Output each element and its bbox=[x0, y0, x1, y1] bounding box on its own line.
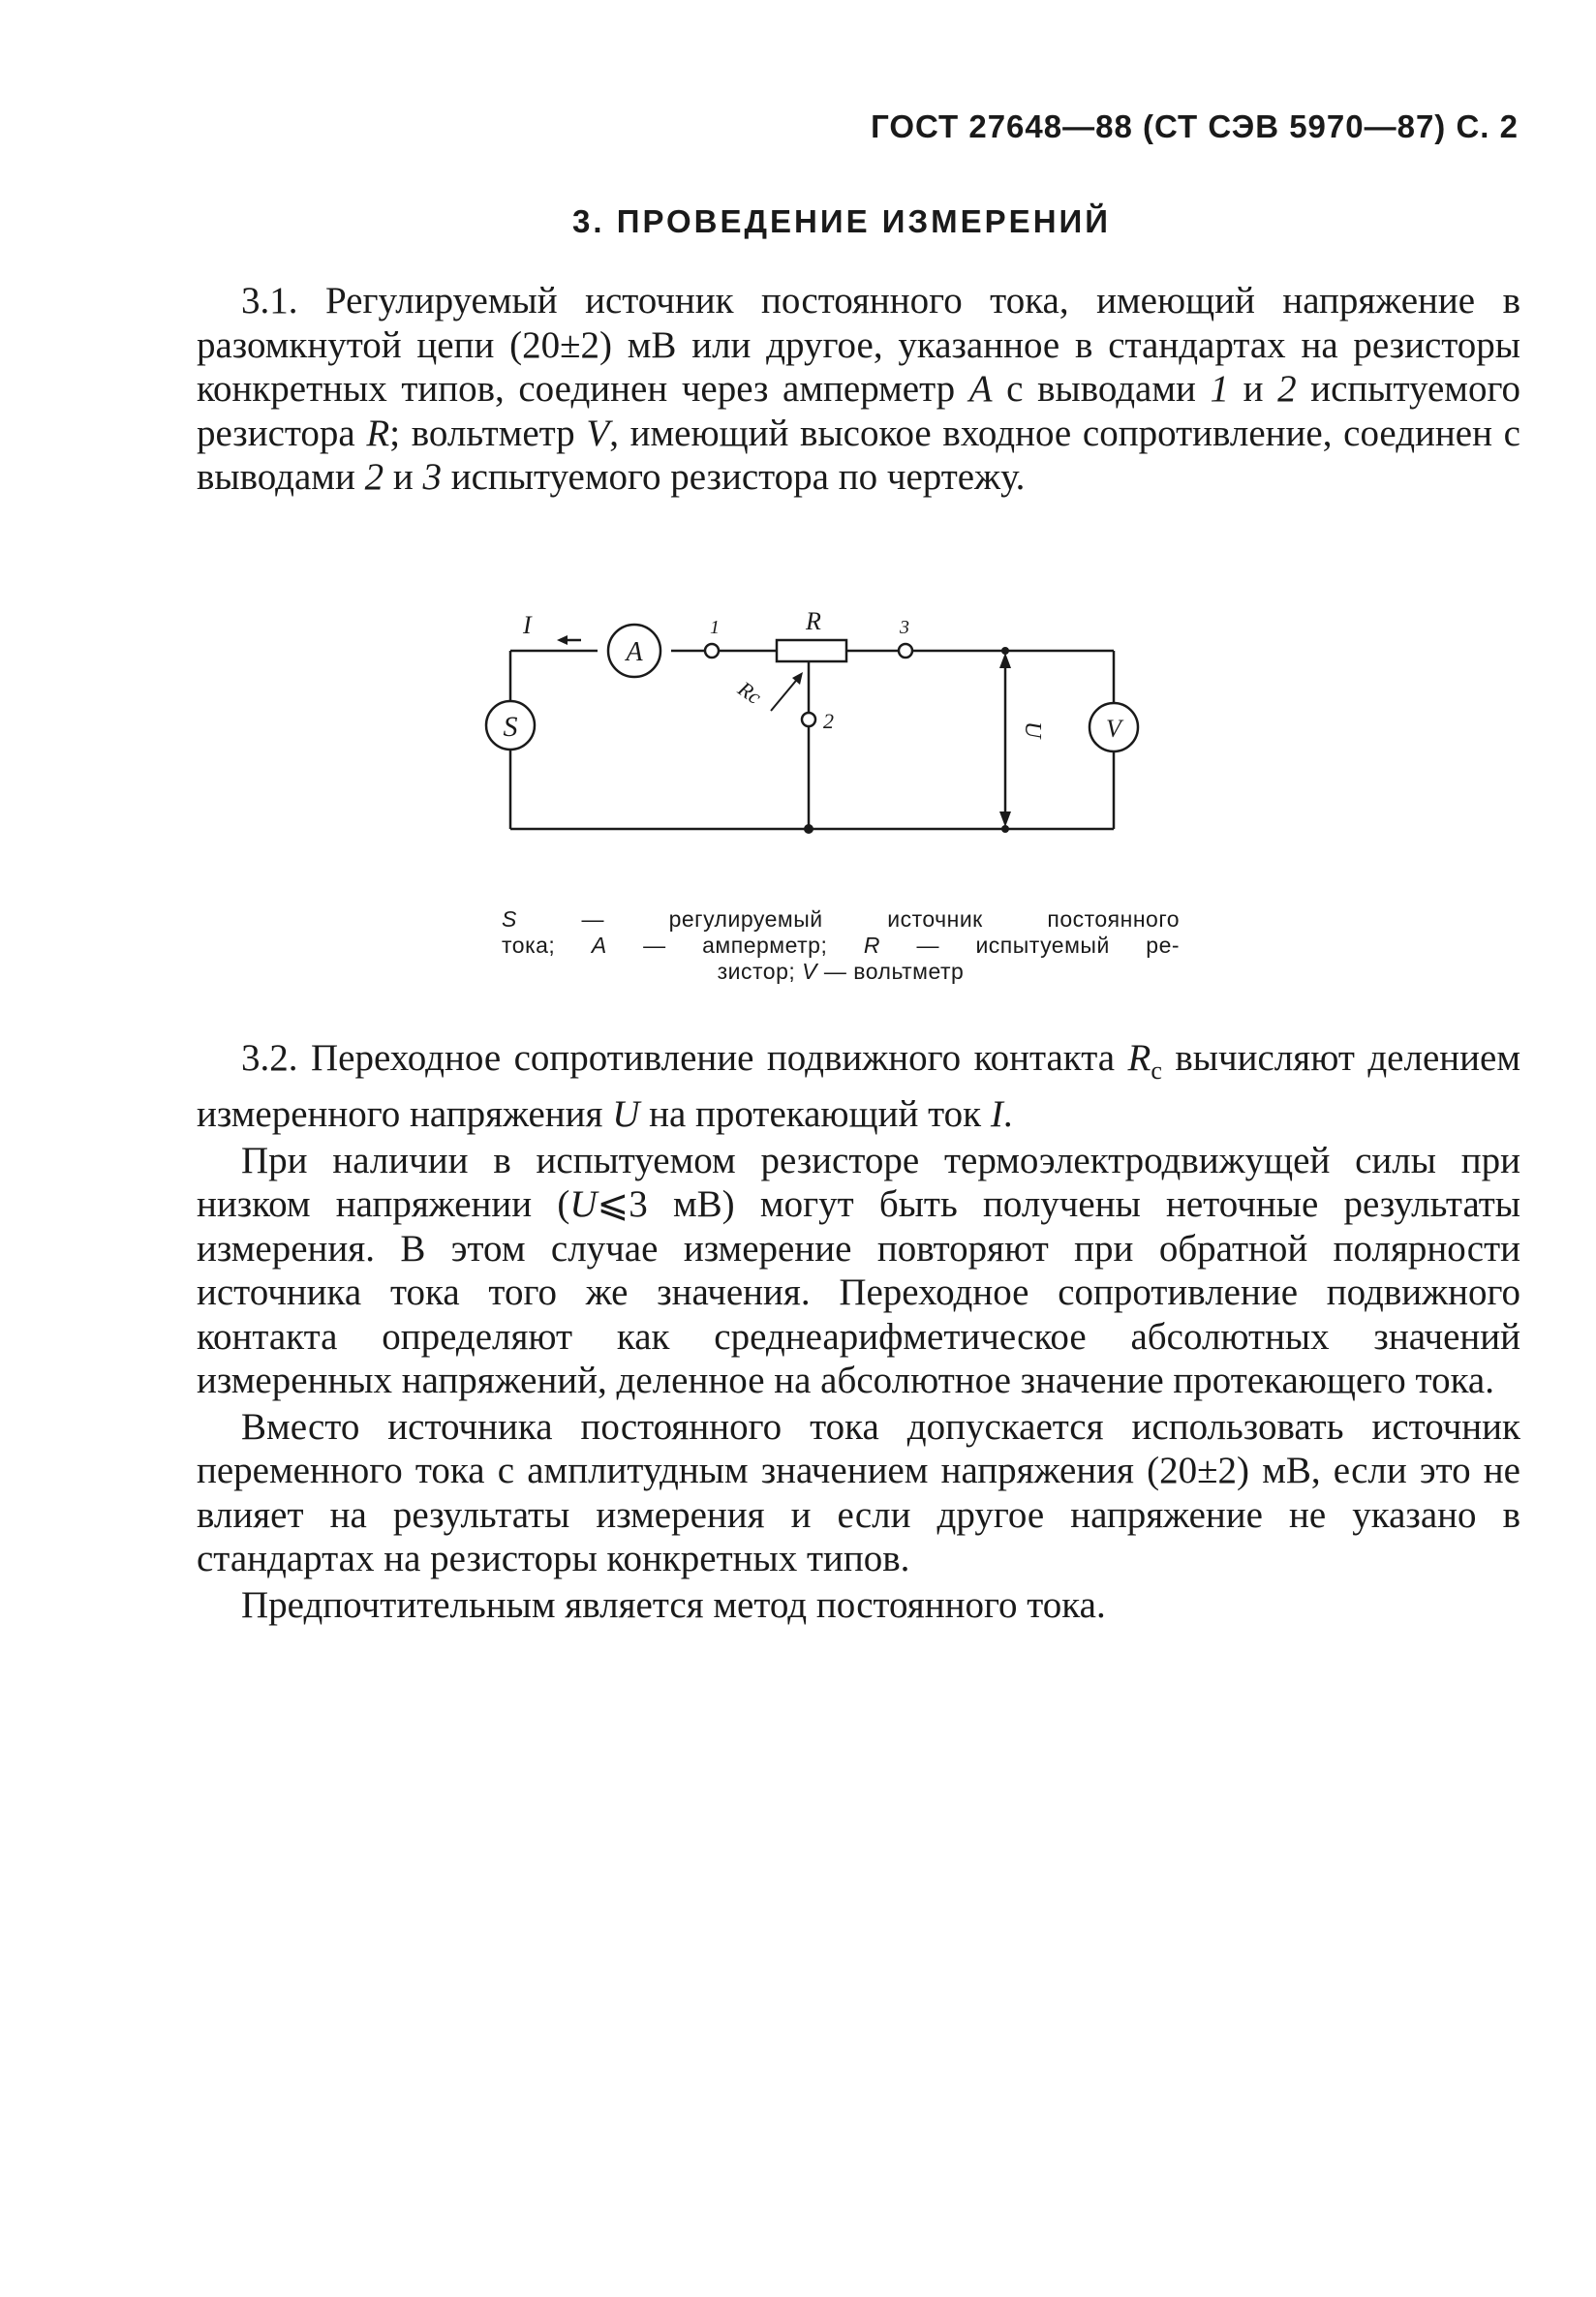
text-run: . bbox=[1002, 1093, 1013, 1136]
text-run: 3.2. Переходное сопротивление подвижного контакта bbox=[241, 1037, 1128, 1079]
caption-var: S bbox=[502, 906, 517, 932]
current-label: I bbox=[523, 611, 532, 639]
subscript: c bbox=[1151, 1056, 1162, 1085]
caption-text: источник bbox=[887, 906, 983, 932]
var-current: I bbox=[990, 1093, 1003, 1136]
junction-dot bbox=[804, 824, 813, 834]
terminal-1 bbox=[705, 644, 719, 658]
terminal-2-label: 2 bbox=[823, 709, 834, 733]
text-run: и bbox=[384, 456, 423, 498]
caption-var: R bbox=[863, 933, 880, 958]
text-run: , имеющий высокое входное сопротивление, соединен с выводами bbox=[197, 412, 1520, 498]
terminal-2-ref: 2 bbox=[364, 456, 384, 498]
caption-line bbox=[502, 959, 1180, 985]
text-run: и bbox=[1229, 368, 1278, 410]
terminal-2-ref: 2 bbox=[1277, 368, 1297, 410]
terminal-2 bbox=[802, 713, 815, 726]
text-run: ; вольтметр bbox=[389, 412, 587, 454]
caption-text: — амперметр; bbox=[606, 933, 828, 958]
caption-text: тока; bbox=[502, 933, 556, 958]
text-run: ⩽3 мВ) могут быть получены неточные результаты измерения. В этом случае измерение повторяют при обратной полярности источника тока того же значения. Переходное сопротивление подвижного контакта определяют как среднеарифметическое абсолютных значений измеренных напряжений, деленное на абсолютное значение протекающего тока. bbox=[197, 1183, 1520, 1402]
var-resistor: R bbox=[366, 412, 390, 454]
paragraph-thermo-emf bbox=[197, 1139, 1520, 1403]
text-run: с выводами bbox=[992, 368, 1211, 410]
section-title: 3. ПРОВЕДЕНИЕ ИЗМЕРЕНИЙ bbox=[572, 203, 1111, 239]
ammeter-label: A bbox=[626, 637, 643, 667]
caption-text: — регулируемый bbox=[516, 906, 823, 932]
source-label: S bbox=[503, 711, 518, 743]
paragraph-3-1-text bbox=[197, 279, 1520, 500]
paragraph-ac-source: Вместо источника постоянного тока допускается использовать источник переменного тока с амплитудным значением напряжения (20±2) мВ, если это не влияет на результаты измерения и если другое напряжение не указано в стандартах на резисторы конкретных типов. bbox=[197, 1405, 1520, 1580]
resistor-label: R bbox=[806, 607, 821, 635]
text-run: испытуемого резистора bbox=[197, 368, 1520, 454]
var-ammeter: A bbox=[968, 368, 993, 410]
caption-var: V bbox=[802, 959, 818, 984]
voltage-label: U bbox=[1020, 721, 1045, 739]
text-run: на протекающий ток bbox=[639, 1093, 991, 1136]
terminal-1-ref: 1 bbox=[1210, 368, 1230, 410]
caption-var: A bbox=[591, 933, 607, 958]
circuit-diagram bbox=[445, 593, 1182, 873]
var-contact-resistance: R bbox=[1127, 1037, 1151, 1079]
paragraph-3-2-text bbox=[197, 1036, 1520, 1137]
terminal-3-label: 3 bbox=[900, 617, 909, 638]
resistor bbox=[777, 640, 846, 661]
var-voltmeter: V bbox=[586, 412, 610, 454]
terminal-3-ref: 3 bbox=[422, 456, 442, 498]
var-voltage: U bbox=[569, 1183, 598, 1226]
current-arrow-head bbox=[557, 635, 568, 645]
caption-text: постоянного bbox=[1047, 906, 1180, 932]
text-run: испытуемого резистора по чертежу. bbox=[441, 456, 1026, 498]
figure-caption bbox=[502, 906, 1180, 985]
text-run: 3.1. Регулируемый источник постоянного тока, имеющий напряжение в разомкнутой цепи (20±2) мВ или другое, указанное в стандартах на резисторы конкретных типов, соединен через амперметр bbox=[197, 280, 1520, 410]
caption-text: зистор; bbox=[717, 959, 796, 984]
paragraph-3-1 bbox=[197, 279, 1520, 500]
voltage-arrow-head bbox=[999, 812, 1011, 827]
var-voltage: U bbox=[612, 1093, 640, 1136]
caption-text: — испытуемый ре- bbox=[879, 933, 1181, 958]
caption-line bbox=[502, 906, 1180, 933]
text-run: При наличии в испытуемом резисторе термоэлектродвижущей силы при низком напряжении ( bbox=[197, 1139, 1520, 1226]
contact-resistance-label: Rc bbox=[733, 676, 766, 710]
terminal-1-label: 1 bbox=[710, 617, 720, 638]
terminal-3 bbox=[899, 644, 912, 658]
paragraph-3-2 bbox=[197, 1036, 1520, 1627]
caption-line bbox=[502, 933, 1180, 959]
caption-text: — вольтметр bbox=[817, 959, 965, 984]
text-run: вычисляют делением измеренного напряжения bbox=[197, 1037, 1521, 1136]
page-header: ГОСТ 27648—88 (СТ СЭВ 5970—87) С. 2 bbox=[871, 108, 1519, 144]
contact-arrow bbox=[771, 676, 800, 711]
voltmeter-label: V bbox=[1106, 715, 1121, 743]
voltage-arrow-head bbox=[999, 653, 1011, 668]
paragraph-preferred-method: Предпочтительным является метод постоянного тока. bbox=[241, 1583, 1106, 1626]
